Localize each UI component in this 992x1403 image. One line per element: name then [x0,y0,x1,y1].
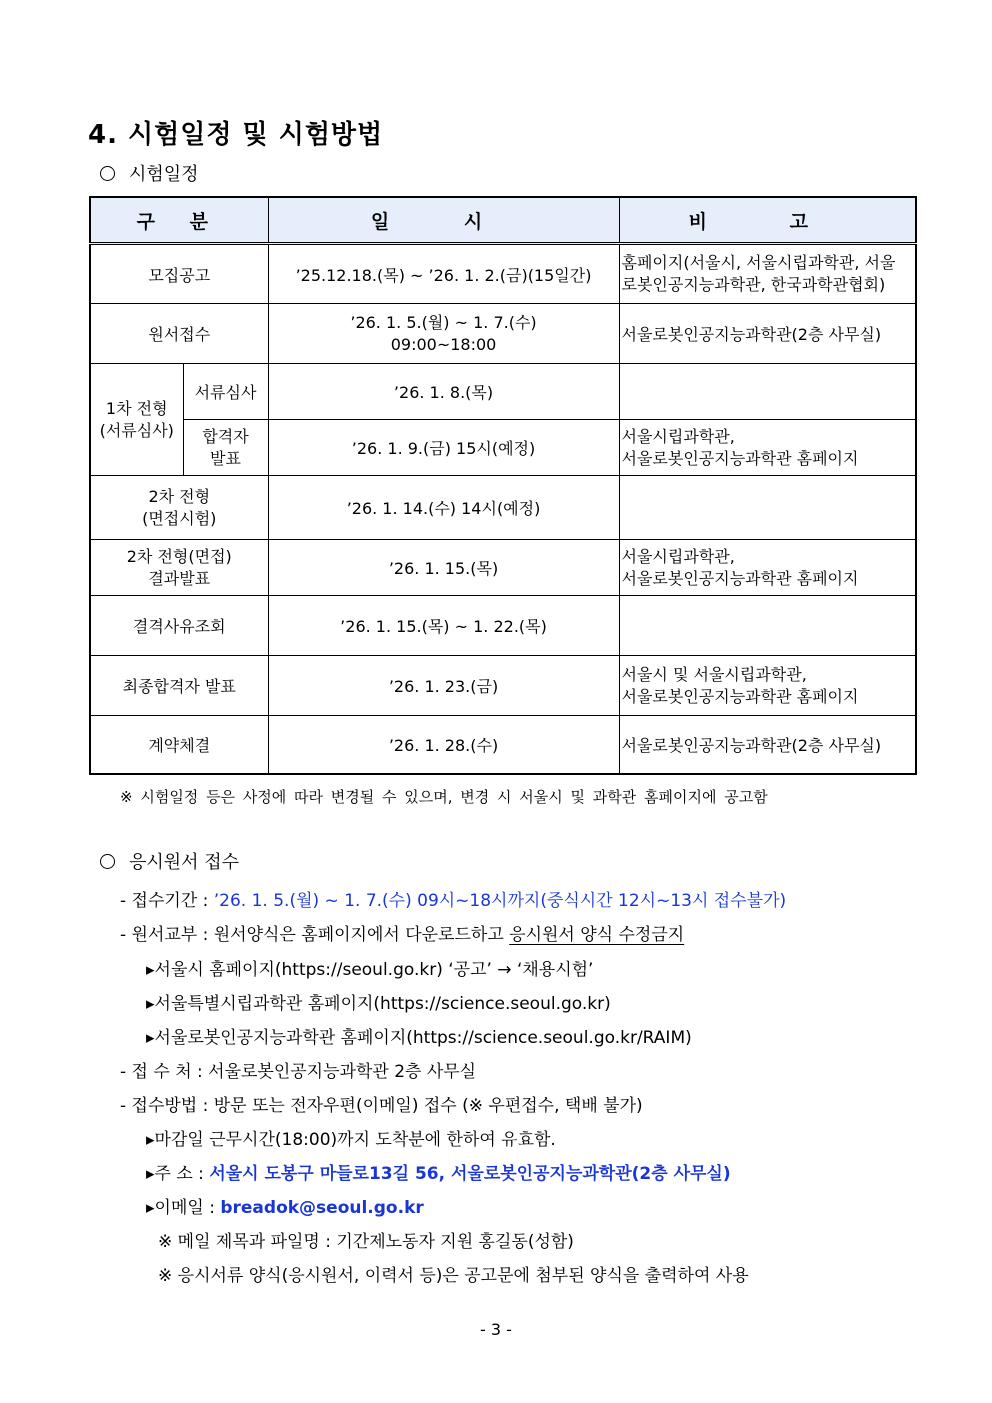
row-note: 서울로봇인공지능과학관(2층 사무실) [619,716,916,774]
apply-form: - 원서교부 : 원서양식은 홈페이지에서 다운로드하고 응시원서 양식 수정금지 [120,925,685,945]
row-note: 서울로봇인공지능과학관(2층 사무실) [619,304,916,364]
row-group-label: 1차 전형 (서류심사) [90,364,183,476]
table-row [90,244,916,304]
apply-email: ▸이메일 : breadok@seoul.go.kr [146,1198,424,1218]
row-date: ’25.12.18.(목) ~ ’26. 1. 2.(금)(15일간) [268,244,619,304]
link-science: ▸서울특별시립과학관 홈페이지(https://science.seoul.go.kr) [146,994,611,1014]
link-seoul: ▸서울시 홈페이지(https://seoul.go.kr) ‘공고’ → ‘채용시험’ [146,960,594,980]
table-row [90,656,916,716]
table-row [90,304,916,364]
row-note [619,476,916,540]
row-note: 서울시립과학관, 서울로봇인공지능과학관 홈페이지 [619,420,916,476]
schedule-table [89,196,917,775]
circle-bullet-icon [100,166,115,181]
table-row [90,596,916,656]
row-date: ’26. 1. 23.(금) [268,656,619,716]
row-label: 2차 전형 (면접시험) [90,476,268,540]
row-label: 계약체결 [90,716,268,774]
row-note: 서울시립과학관, 서울로봇인공지능과학관 홈페이지 [619,540,916,596]
schedule-heading: 시험일정 [100,160,199,186]
link-raim: ▸서울로봇인공지능과학관 홈페이지(https://science.seoul.go.kr/RAIM) [146,1028,692,1048]
row-label: 원서접수 [90,304,268,364]
row-label: 서류심사 [183,364,268,420]
circle-bullet-icon [100,854,115,869]
row-label: 결격사유조회 [90,596,268,656]
row-date: ’26. 1. 15.(목) [268,540,619,596]
row-note: 홈페이지(서울시, 서울시립과학관, 서울 로봇인공지능과학관, 한국과학관협회) [619,244,916,304]
apply-address: ▸주 소 : 서울시 도봉구 마들로13길 56, 서울로봇인공지능과학관(2층 사무실) [146,1164,731,1184]
row-date: ’26. 1. 28.(수) [268,716,619,774]
row-label: 모집공고 [90,244,268,304]
apply-heading: 응시원서 접수 [100,848,239,874]
apply-method: - 접수방법 : 방문 또는 전자우편(이메일) 접수 (※ 우편접수, 택배 불가) [120,1096,643,1116]
table-row [90,716,916,774]
row-note: 서울시 및 서울시립과학관, 서울로봇인공지능과학관 홈페이지 [619,656,916,716]
page-number: - 3 - [480,1320,512,1339]
table-row [90,476,916,540]
table-header-row [90,197,916,244]
row-date: ’26. 1. 15.(목) ~ 1. 22.(목) [268,596,619,656]
header-category: 구 분 [90,197,268,244]
row-label: 2차 전형(면접) 결과발표 [90,540,268,596]
apply-note-mail: ※ 메일 제목과 파일명 : 기간제노동자 지원 홍길동(성함) [158,1232,574,1252]
row-note [619,364,916,420]
apply-note-forms: ※ 응시서류 양식(응시원서, 이력서 등)은 공고문에 첨부된 양식을 출력하여 사용 [158,1266,749,1286]
row-date: ’26. 1. 9.(금) 15시(예정) [268,420,619,476]
row-date: ’26. 1. 14.(수) 14시(예정) [268,476,619,540]
header-datetime: 일 시 [268,197,619,244]
apply-period: - 접수기간 : ’26. 1. 5.(월) ~ 1. 7.(수) 09시~18시까지(중식시간 12시~13시 접수불가) [120,891,787,911]
row-note [619,596,916,656]
table-row [90,364,916,420]
table-row [90,540,916,596]
apply-place: - 접 수 처 : 서울로봇인공지능과학관 2층 사무실 [120,1062,477,1082]
section-title: 4. 시험일정 및 시험방법 [88,120,384,150]
row-date: ’26. 1. 5.(월) ~ 1. 7.(수) 09:00~18:00 [268,304,619,364]
apply-deadline: ▸마감일 근무시간(18:00)까지 도착분에 한하여 유효함. [146,1130,556,1150]
row-label: 합격자 발표 [183,420,268,476]
table-row [90,420,916,476]
header-remarks: 비 고 [619,197,916,244]
schedule-footnote: ※ 시험일정 등은 사정에 따라 변경될 수 있으며, 변경 시 서울시 및 과학관 홈페이지에 공고함 [120,788,768,806]
row-label: 최종합격자 발표 [90,656,268,716]
row-date: ’26. 1. 8.(목) [268,364,619,420]
